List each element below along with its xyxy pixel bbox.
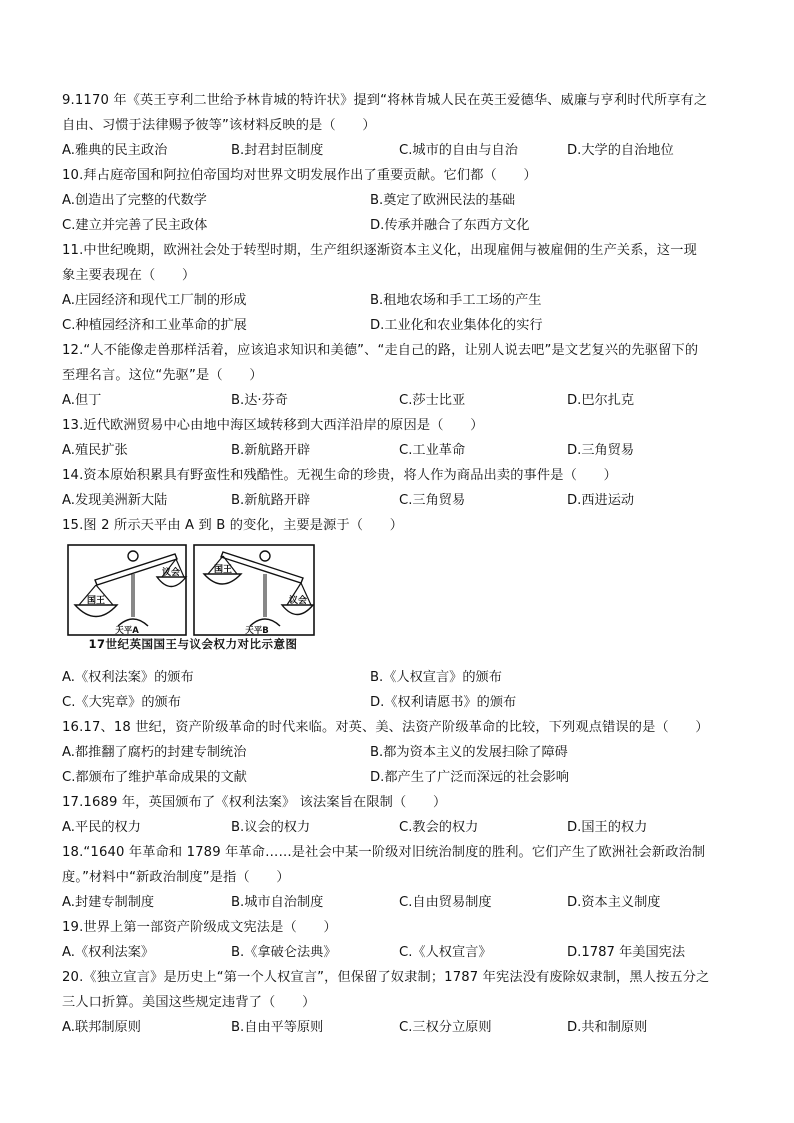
- options-row: [62, 313, 732, 338]
- option-a: A.庄园经济和现代工厂制的形成: [62, 293, 247, 308]
- question-stem: 自由、习惯于法律赐予彼等”该材料反映的是（ ）: [62, 118, 376, 133]
- option-c: C.三权分立原则: [399, 1020, 492, 1035]
- option-b: B.自由平等原则: [231, 1020, 324, 1035]
- option-d: D.1787 年美国宪法: [567, 945, 686, 960]
- question-stem: 至理名言。这位“先驱”是（ ）: [62, 368, 263, 383]
- question-stem: 10.拜占庭帝国和阿拉伯帝国均对世界文明发展作出了重要贡献。它们都（ ）: [62, 168, 537, 183]
- svg-text:国王: 国王: [86, 596, 106, 606]
- option-c: C.莎士比亚: [399, 393, 466, 408]
- question-9: [62, 88, 732, 163]
- option-c: C.城市的自由与自治: [399, 143, 518, 158]
- option-b: B.议会的权力: [231, 820, 311, 835]
- option-d: D.大学的自治地位: [567, 143, 674, 158]
- option-c: C.种植园经济和工业革命的扩展: [62, 318, 247, 333]
- question-15: [62, 513, 732, 715]
- options-row: [62, 488, 732, 513]
- option-a: A.《权利法案》的颁布: [62, 670, 194, 685]
- option-a: A.封建专制制度: [62, 895, 155, 910]
- options-row: [62, 815, 732, 840]
- options-row: [62, 213, 732, 238]
- options-row: [62, 890, 732, 915]
- balance-b-icon: [194, 545, 314, 636]
- option-d: D.三角贸易: [567, 443, 635, 458]
- option-c: C.自由贸易制度: [399, 895, 492, 910]
- option-d: D.资本主义制度: [567, 895, 661, 910]
- options-row: [62, 288, 732, 313]
- option-c: C.都颁布了维护革命成果的文献: [62, 770, 247, 785]
- option-a: A.殖民扩张: [62, 443, 128, 458]
- exam-page: [62, 88, 732, 1040]
- option-b: B.新航路开辟: [231, 493, 311, 508]
- question-stem: 15.图 2 所示天平由 A 到 B 的变化，主要是源于（ ）: [62, 518, 404, 533]
- question-16: [62, 715, 732, 790]
- option-c: C.三角贸易: [399, 493, 466, 508]
- question-stem: 19.世界上第一部资产阶级成文宪法是（ ）: [62, 920, 337, 935]
- option-c: C.《人权宣言》: [399, 945, 492, 960]
- options-row: [62, 940, 732, 965]
- options-row: [62, 438, 732, 463]
- option-a: A.雅典的民主政治: [62, 143, 168, 158]
- question-stem: 12.“人不能像走兽那样活着，应该追求知识和美德”、“走自己的路，让别人说去吧”是文艺复兴的先驱留下的: [62, 343, 699, 358]
- question-stem: 象主要表现在（ ）: [62, 268, 196, 283]
- question-20: [62, 965, 732, 1040]
- question-stem: 11.中世纪晚期，欧洲社会处于转型时期，生产组织逐渐资本主义化，出现雇佣与被雇佣的生产关系，这一现: [62, 243, 697, 258]
- question-12: [62, 338, 732, 413]
- option-a: A.创造出了完整的代数学: [62, 193, 207, 208]
- question-14: [62, 463, 732, 513]
- question-10: [62, 163, 732, 238]
- option-b: B.封君封臣制度: [231, 143, 324, 158]
- svg-text:天平A: 天平A: [115, 626, 139, 636]
- option-b: B.租地农场和手工工场的产生: [370, 293, 542, 308]
- option-a: A.《权利法案》: [62, 945, 155, 960]
- option-d: D.工业化和农业集体化的实行: [370, 318, 543, 333]
- option-a: A.发现美洲新大陆: [62, 493, 168, 508]
- option-d: D.巴尔扎克: [567, 393, 635, 408]
- option-b: B.都为资本主义的发展扫除了障碍: [370, 745, 568, 760]
- option-a: A.平民的权力: [62, 820, 141, 835]
- option-c: C.建立并完善了民主政体: [62, 218, 208, 233]
- option-d: D.西进运动: [567, 493, 635, 508]
- question-18: [62, 840, 732, 915]
- option-b: B.新航路开辟: [231, 443, 311, 458]
- option-c: C.教会的权力: [399, 820, 479, 835]
- question-11: [62, 238, 732, 338]
- svg-text:天平B: 天平B: [245, 626, 269, 636]
- question-stem: 17.1689 年，英国颁布了《权利法案》 该法案旨在限制（ ）: [62, 795, 447, 810]
- options-row: [62, 138, 732, 163]
- question-stem: 13.近代欧洲贸易中心由地中海区域转移到大西洋沿岸的原因是（ ）: [62, 418, 484, 433]
- option-a: A.联邦制原则: [62, 1020, 141, 1035]
- svg-text:国王: 国王: [213, 565, 233, 575]
- question-stem: 20.《独立宣言》是历史上“第一个人权宣言”，但保留了奴隶制；1787 年宪法没有废除奴隶制，黑人按五分之: [62, 970, 710, 985]
- option-a: A.都推翻了腐朽的封建专制统治: [62, 745, 247, 760]
- option-d: D.《权利请愿书》的颁布: [370, 695, 517, 710]
- option-a: A.但丁: [62, 393, 102, 408]
- question-stem: 14.资本原始积累具有野蛮性和残酷性。无视生命的珍贵，将人作为商品出卖的事件是（ ）: [62, 468, 617, 483]
- option-c: C.《大宪章》的颁布: [62, 695, 181, 710]
- figure-caption: 17世纪英国国王与议会权力对比示意图: [88, 637, 298, 651]
- question-stem: 三人口折算。美国这些规定违背了（ ）: [62, 995, 316, 1010]
- option-b: B.《人权宣言》的颁布: [370, 670, 502, 685]
- balance-figure: [62, 540, 732, 665]
- question-stem: 度。”材料中“新政治制度”是指（ ）: [62, 870, 290, 885]
- question-stem: 16.17、18 世纪，资产阶级革命的时代来临。对英、美、法资产阶级革命的比较，下列观点错误的是（ ）: [62, 720, 709, 735]
- option-b: B.奠定了欧洲民法的基础: [370, 193, 516, 208]
- option-b: B.达·芬奇: [231, 393, 288, 408]
- options-row: [62, 388, 732, 413]
- svg-text:议会: 议会: [161, 568, 181, 578]
- question-19: [62, 915, 732, 965]
- question-stem: 18.“1640 年革命和 1789 年革命……是社会中某一阶级对旧统治制度的胜利。它们产生了欧洲社会新政治制: [62, 845, 706, 860]
- option-c: C.工业革命: [399, 443, 466, 458]
- question-stem: 9.1170 年《英王亨利二世给予林肯城的特许状》提到“将林肯城人民在英王爱德华、威廉与亨利时代所享有之: [62, 93, 708, 108]
- option-d: D.国王的权力: [567, 820, 648, 835]
- question-17: [62, 790, 732, 840]
- balance-a-icon: [68, 545, 186, 636]
- option-b: B.城市自治制度: [231, 895, 324, 910]
- options-row: [62, 1015, 732, 1040]
- balance-scales-illustration: [67, 544, 315, 636]
- options-row: [62, 690, 732, 715]
- option-b: B.《拿破仑法典》: [231, 945, 337, 960]
- options-row: [62, 665, 732, 690]
- option-d: D.都产生了广泛而深远的社会影响: [370, 770, 569, 785]
- option-d: D.传承并融合了东西方文化: [370, 218, 530, 233]
- question-13: [62, 413, 732, 463]
- options-row: [62, 188, 732, 213]
- options-row: [62, 765, 732, 790]
- options-row: [62, 740, 732, 765]
- option-d: D.共和制原则: [567, 1020, 648, 1035]
- svg-text:议会: 议会: [288, 596, 308, 606]
